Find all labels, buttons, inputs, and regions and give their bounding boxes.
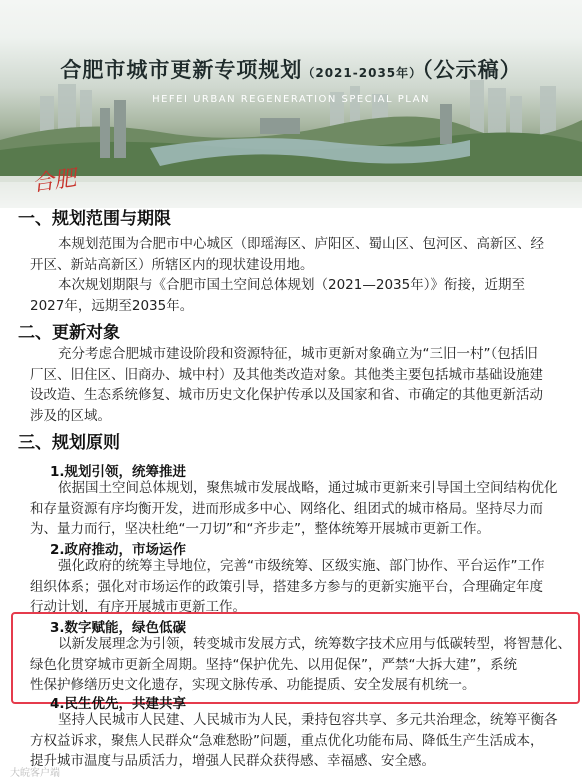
highlight-box [11,612,580,704]
principle-1-title: 1.规划引领，统筹推进 [50,464,187,480]
section-2-line: 涉及的区域。 [30,407,111,424]
principle-1-line: 为、量力而行，坚决杜绝“一刀切”和“齐步走”，整体统筹开展城市更新工作。 [30,521,490,537]
principle-4-title: 4.民生优先，共建共享 [50,696,187,712]
principle-2-line: 强化政府的统筹主导地位，完善“市级统筹、区级实施、部门协作、平台运作”工作 [58,558,545,574]
calligraphy-seal: 合肥 [30,166,78,197]
section-1-body [30,234,576,316]
title-years: （2021-2035年） [302,66,423,80]
principle-3-title: 3.数字赋能，绿色低碳 [50,620,187,636]
principle-3-line: 以新发展理念为引领，转变城市发展方式，统筹数字技术应用与低碳转型，将智慧化、 [58,636,571,652]
banner-subtitle: HEFEI URBAN REGENERATION SPECIAL PLAN [152,94,430,105]
principle-3-line: 绿色化贯穿城市更新全周期。坚持“保护优先、以用促保”，严禁“大拆大建”，系统 [30,656,517,673]
principle-2-line: 行动计划，有序开展城市更新工作。 [30,599,246,615]
principle-2-line: 组织体系；强化对市场运作的政策引导，搭建多方参与的更新实施平台，合理确定年度 [30,578,543,595]
principle-3-line: 性保护修缮历史文化遗存，实现文脉传承、功能提质、安全发展有机统一。 [30,677,476,693]
principle-4-line: 坚持人民城市人民建、人民城市为人民，秉持包容共享、多元共治理念，统筹平衡各 [58,712,558,728]
section-1-heading: 一、规划范围与期限 [18,209,171,229]
principle-4-line: 方权益诉求，聚焦人民群众“急难愁盼”问题，重点优化功能布局、降低生产生活成本， [30,732,544,749]
section-2-line: 设改造、生态系统修复、城市历史文化保护传承以及国家和省、市确定的其他更新活动 [30,387,543,403]
principle-1-line: 和存量资源有序均衡开发，进而形成多中心、网络化、组团式的城市格局。坚持尽力而 [30,500,543,517]
section-1-line: 本次规划期限与《合肥市国土空间总体规划（2021—2035年）》衔接，近期至 [58,277,525,293]
principle-1-body [30,478,576,540]
page-title [0,54,582,84]
principle-1-line: 依据国土空间总体规划，聚焦城市发展战略，通过城市更新来引导国土空间结构优化 [58,480,558,496]
section-2-line: 厂区、旧住区、旧商办、城中村）及其他类改造对象。其他类主要包括城市基础设施建 [30,366,543,383]
section-2-heading: 二、更新对象 [18,323,120,343]
section-1-line: 开区、新站高新区）所辖区内的现状建设用地。 [30,256,314,273]
section-1-line: 2027年，远期至2035年。 [30,297,194,314]
header-banner [0,0,582,208]
title-main: 合肥市城市更新专项规划 [60,58,303,82]
section-2-body [30,344,576,426]
section-2-line: 充分考虑合肥城市建设阶段和资源特征，城市更新对象确立为“三旧一村”（包括旧 [58,346,538,362]
title-draft: （公示稿） [422,58,522,82]
principle-2-body [30,556,576,618]
principle-2-title: 2.政府推动，市场运作 [50,542,187,558]
section-3-heading: 三、规划原则 [18,433,120,453]
section-1-line: 本规划范围为合肥市中心城区（即瑶海区、庐阳区、蜀山区、包河区、高新区、经 [58,236,544,252]
source-watermark: 大皖客户端 [10,768,60,779]
principle-4-line: 提升城市温度与品质活力，增强人民群众获得感、幸福感、安全感。 [30,753,435,769]
principle-4-body [30,710,576,772]
